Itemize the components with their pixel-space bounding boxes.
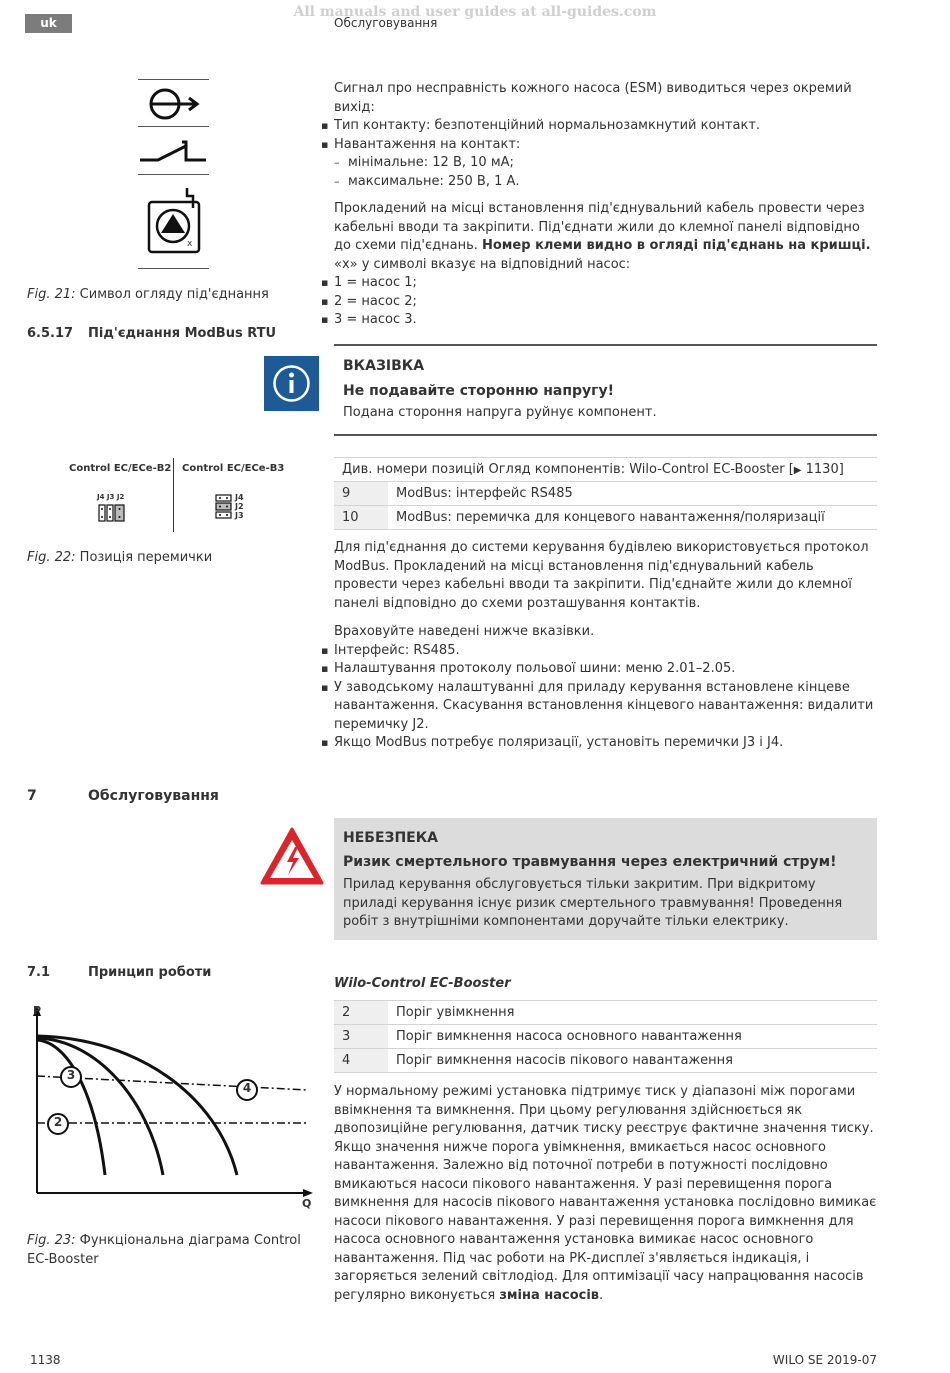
axis-label-q: Q [302,1197,312,1210]
b3-label: Control EC/ECe-B3 [182,463,285,474]
axis-label-p: P [33,1004,42,1017]
components-table [334,457,877,530]
table-row: 3 Поріг вимкнення насоса основного навантаження [334,1025,877,1049]
marker-label-2: 2 [53,1115,63,1129]
symbol-divider [138,126,209,127]
list-item: ▪ 1 = насос 1; [334,274,874,293]
section-heading-7-1: 7.1 Принцип роботи [27,965,212,980]
symbol-divider [138,79,209,80]
table-row: 2 Поріг увімкнення [334,1001,877,1025]
booster-paragraph: У нормальному режимі установка підтримує тиск у діапазоні між порогами ввімкнення та вимкнення. При цьому регулювання здійснюється як двопозиційне регулювання, датчик тиску реєструє фактичне значення тиску. Якщо значення нижче порога увімкнення, вмикається насос основного навантаження. Залежно від поточної потреби в потужності послідовно вмикаються насоси пікового навантаження. У разі перевищення порога вимкнення для насосів пікового навантаження установка послідовно вимикає насоси пікового навантаження. У разі перевищення порога вимкнення для насоса основного навантаження установка вимикає насос основного навантаження. Під час роботи на РК-дисплеї з'являється індикація, і загоряється зелений світлодіод. Для оптимізації часу напрацювання насосів регулярно виконується зміна насосів. [334,1084,877,1303]
watermark: All manuals and user guides at all-guides.com [293,4,657,20]
b2-jumper-labels: J4 J3 J2 [97,493,125,501]
b3-jumper-icon [214,493,234,523]
running-header: Обслуговування [334,16,438,30]
note-box [334,344,877,436]
b3-jumper-labels: J4 J2 J3 [235,493,244,520]
electric-hazard-icon [259,826,325,886]
list-item: ▪ Якщо ModBus потребує поляризації, установіть перемички J3 і J4. [334,734,877,753]
list-item: ▪ Навантаження на контакт: [334,136,874,155]
symbol-divider [138,268,209,269]
note-title: Не подавайте сторонню напругу! [343,383,614,399]
b2-label: Control EC/ECe-B2 [69,463,172,474]
nc-contact-icon [138,136,210,166]
note-text: Подана стороння напруга руйнує компонент. [343,405,657,420]
booster-title: Wilo-Control EC-Booster [334,976,511,991]
list-item: ▪ 2 = насос 2; [334,293,874,312]
pump-curve [37,1038,163,1175]
booster-table [334,1000,877,1073]
marker-label-4: 4 [242,1081,252,1095]
pump-number-mark: x [187,239,193,249]
danger-text: Прилад керування обслуговується тільки закритим. При відкритому приладі керування існує ризик смертельного травмування! Проведення робіт з внутрішніми компонентами доручайте тільки електрику. [343,877,843,929]
table-row: 4 Поріг вимкнення насосів пікового навантаження [334,1049,877,1073]
page-number: 1138 [30,1353,61,1367]
fig22-divider [173,458,174,532]
section-heading-6-5-17: 6.5.17 Під'єднання ModBus RTU [27,326,277,341]
components-header: Див. номери позицій Огляд компонентів: Wilo-Control EC-Booster [▶ 1130] [334,457,877,482]
list-item: – мінімальне: 12 В, 10 мА; [334,154,874,173]
list-item: ▪ Інтерфейс: RS485. [334,642,877,661]
list-item: ▪ Налаштування протоколу польової шини: меню 2.01–2.05. [334,660,877,679]
list-item: ▪ У заводському налаштуванні для приладу керування встановлене кінцеве навантаження. Скасування встановлення кінцевого навантаження: видалити перемичку J2. [334,679,877,735]
pump-output-icon [145,84,205,124]
danger-heading: НЕБЕЗПЕКА [343,830,439,846]
list-item: ▪ 3 = насос 3. [334,311,874,330]
esm-section: Сигнал про несправність кожного насоса (ESM) виводиться через окремий вихід: ▪ Тип контакту: безпотенційний нормальнозамкнутий контакт. ▪ Навантаження на контакт: – мінімальне: 12 В, 10 мА; – максимальне: 250 В, 1 А. Прокладений на місці встановлення під'єднувальний кабель провести через кабельні вводи та закріпити. Під'єднати жили до клемної панелі відповідно до схеми під'єднань. Номер клеми видно в огляді під'єднань на кришці. «x» у символі вказує на відповідний насос: ▪ 1 = насос 1; ▪ 2 = насос 2; ▪ 3 = насос 3. [334,80,874,330]
section-heading-7: 7 Обслуговування [27,788,219,804]
fig22-caption: Fig. 22: Позиція перемички [27,550,213,565]
marker-label-3: 3 [66,1068,76,1082]
footer-brand: WILO SE 2019-07 [772,1353,877,1367]
cable-paragraph: Прокладений на місці встановлення під'єднувальний кабель провести через кабельні вводи та закріпити. Під'єднати жили до клемної панелі відповідно до схеми під'єднань. Номер клеми видно в огляді під'єднань на кришці. «x» у символі вказує на відповідний насос: [334,201,871,272]
pump-fault-icon [145,186,205,256]
danger-box [334,818,877,940]
danger-title: Ризик смертельного травмування через електричний струм! [343,854,837,870]
fig21-caption: Fig. 21: Символ огляду під'єднання [27,287,269,302]
fig23-caption: Fig. 23: Функціональна діаграма Control EC-Booster [27,1233,301,1267]
function-diagram [27,1000,317,1215]
note-heading: ВКАЗІВКА [343,358,425,374]
modbus-section: Для під'єднання до системи керування будівлею використовується протокол ModBus. Прокладений на місці встановлення під'єднувальний кабель провести через кабельні вводи та закріпити. Під'єднайте жили до клемної панелі відповідно до схеми розташування контактів. Враховуйте наведені нижче вказівки. ▪ Інтерфейс: RS485. ▪ Налаштування протоколу польової шини: меню 2.01–2.05. ▪ У заводському налаштуванні для приладу керування встановлене кінцеве навантаження. Скасування встановлення кінцевого навантаження: видалити перемичку J2. ▪ Якщо ModBus потребує поляризації, установіть перемички J3 і J4. [334,539,877,753]
table-row: 10 ModBus: перемичка для концевого навантаження/поляризації [334,506,877,530]
language-badge: uk [25,14,72,33]
symbol-divider [138,174,209,175]
list-item: ▪ Тип контакту: безпотенційний нормальнозамкнутий контакт. [334,117,874,136]
list-item: – максимальне: 250 В, 1 А. [334,173,874,192]
table-row: 9 ModBus: інтерфейс RS485 [334,482,877,506]
info-icon [264,356,319,411]
